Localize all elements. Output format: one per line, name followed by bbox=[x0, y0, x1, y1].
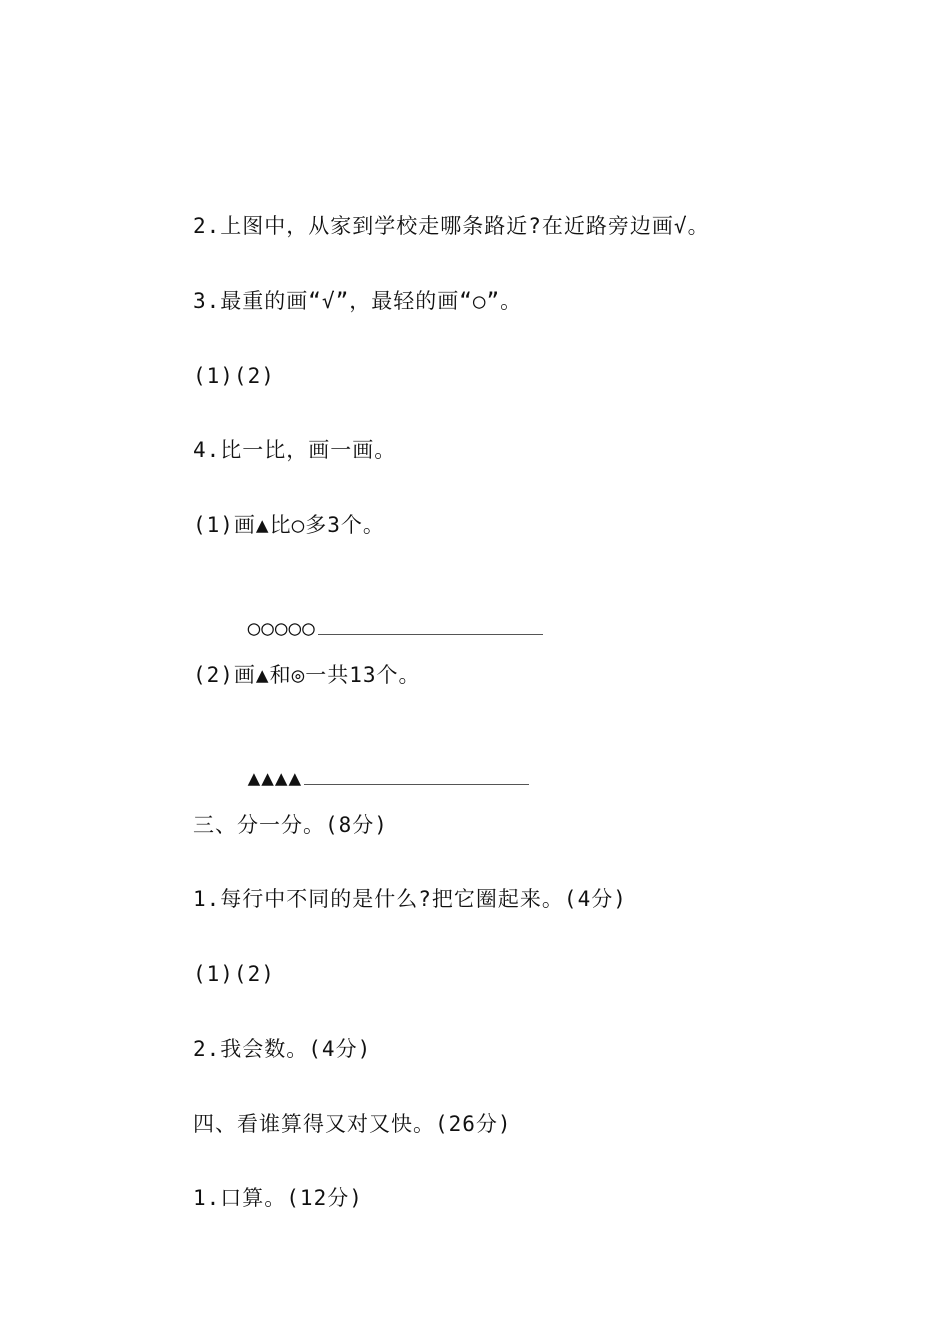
answer-blank-2[interactable] bbox=[304, 766, 529, 785]
triangles-answer-row bbox=[193, 736, 529, 820]
question-3-weight: 3.最重的画“√”，最轻的画“○”。 bbox=[193, 289, 523, 313]
circles-answer-row bbox=[193, 586, 543, 670]
question-4-heading: 4.比一比，画一画。 bbox=[193, 438, 397, 462]
question-3-subparts: (1)(2) bbox=[193, 364, 275, 388]
section-3-question-1-subparts: (1)(2) bbox=[193, 962, 275, 986]
answer-blank-1[interactable] bbox=[318, 616, 543, 635]
section-4-question-1: 1.口算。(12分) bbox=[193, 1186, 363, 1210]
question-4-part-1: (1)画▲比○多3个。 bbox=[193, 513, 385, 537]
section-3-heading: 三、分一分。(8分) bbox=[193, 813, 388, 837]
circles-row: ○○○○○ bbox=[247, 616, 316, 640]
question-2-route: 2.上图中，从家到学校走哪条路近?在近路旁边画√。 bbox=[193, 214, 710, 238]
section-3-question-1: 1.每行中不同的是什么?把它圈起来。(4分) bbox=[193, 887, 627, 911]
section-4-heading: 四、看谁算得又对又快。(26分) bbox=[193, 1112, 512, 1136]
question-4-part-2: (2)画▲和◎一共13个。 bbox=[193, 663, 421, 687]
section-3-question-2: 2.我会数。(4分) bbox=[193, 1037, 372, 1061]
triangles-row: ▲▲▲▲ bbox=[247, 766, 303, 790]
